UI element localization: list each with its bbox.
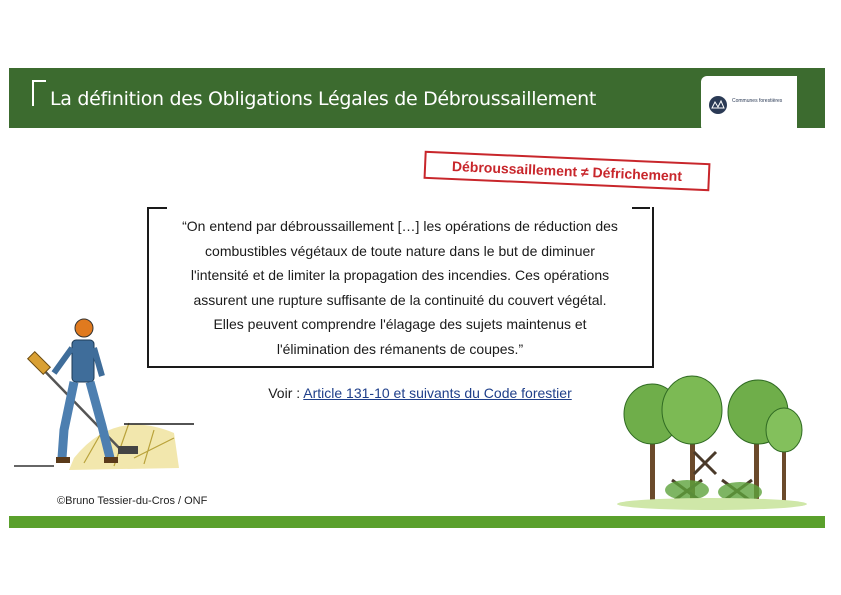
- quote-line: “On entend par débroussaillement […] les opérations de réduction des: [182, 218, 618, 234]
- reference-prefix: Voir :: [268, 385, 304, 401]
- communes-forestieres-logo: [701, 76, 797, 132]
- quote-line: combustibles végétaux de toute nature dans le but de diminuer: [205, 242, 595, 259]
- image-credit: ©Bruno Tessier-du-Cros / ONF: [57, 495, 208, 507]
- footer-bar: [9, 516, 825, 528]
- quote-line: l'intensité et de limiter la propagation des incendies. Ces opérations: [190, 267, 610, 283]
- quote-line: l'élimination des rémanents de coupes.”: [276, 340, 524, 357]
- title-bracket: [32, 80, 46, 106]
- code-forestier-link[interactable]: Article 131-10 et suivants du Code forestier: [303, 385, 572, 401]
- trees-illustration: [612, 372, 812, 512]
- quote-frame-top-left: [147, 207, 167, 209]
- worker-brushcutter-illustration: [14, 318, 194, 478]
- quote-line: Elles peuvent comprendre l'élagage des sujets maintenus et: [213, 316, 587, 332]
- stamp-text: Débroussaillement ≠ Défrichement: [451, 157, 683, 185]
- page-title: La définition des Obligations Légales de Débroussaillement: [50, 88, 597, 110]
- stamp-debroussaillement: [424, 151, 711, 191]
- quote-frame-top-right: [632, 207, 650, 209]
- definition-quote: [148, 214, 652, 361]
- quote-line: assurent une rupture suffisante de la continuité du couvert végétal.: [193, 291, 607, 308]
- logo-text: Communes forestières: [732, 98, 783, 104]
- reference-line: [200, 385, 640, 401]
- communes-forestieres-logo-icon: [709, 96, 727, 114]
